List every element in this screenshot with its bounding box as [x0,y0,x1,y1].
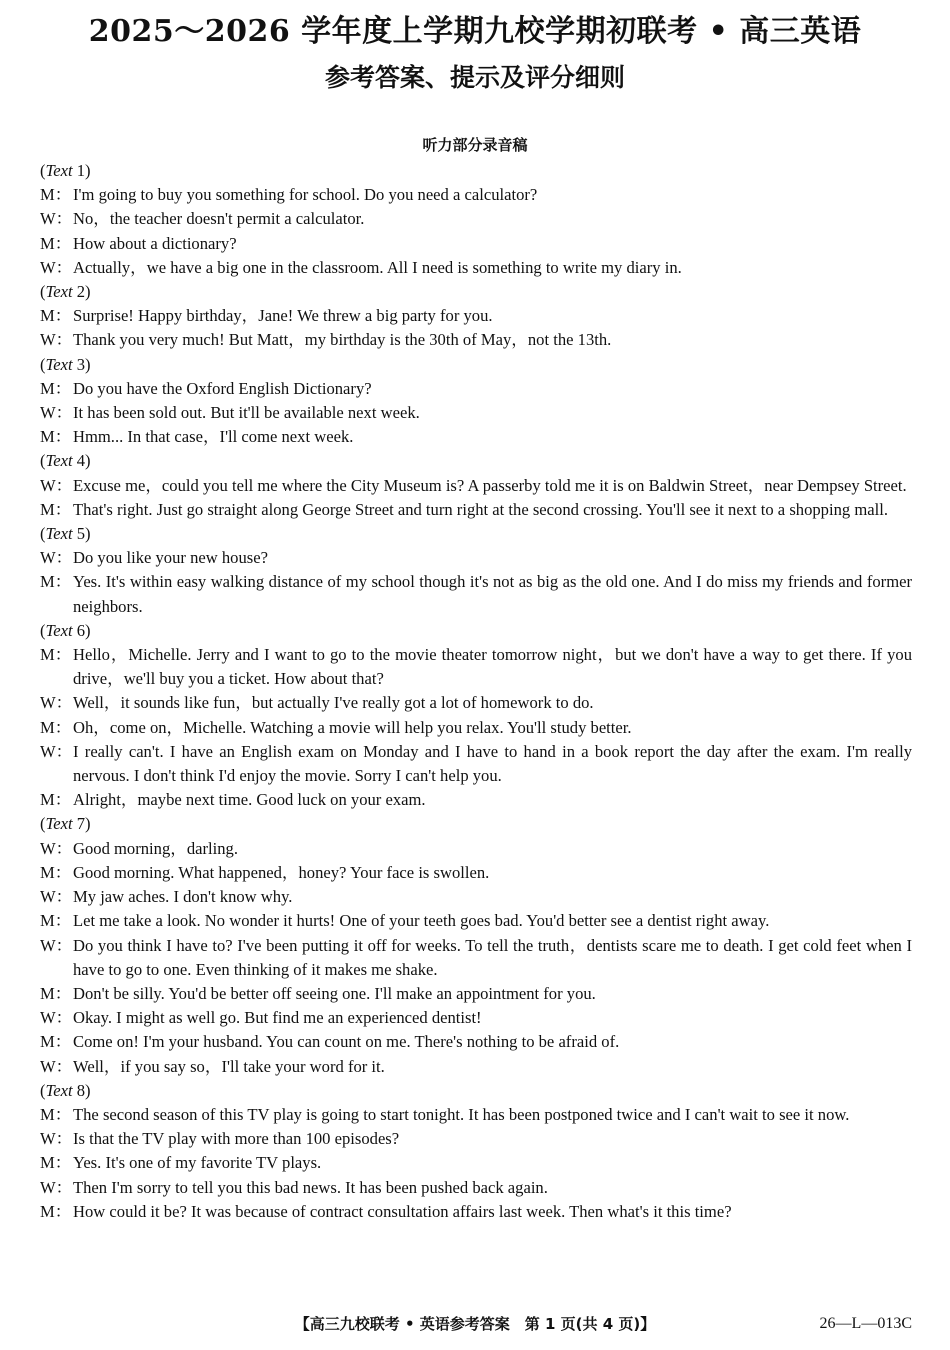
page-subtitle: 参考答案、提示及评分细则 [324,63,625,92]
dialogue-text: Come on! I'm your husband. You can count on me. There's nothing to be afraid of. [73,1032,620,1052]
text-label-number: 7) [76,814,91,834]
dialogue-line [40,885,912,909]
dialogue-line [40,1030,912,1054]
dialogue-line [40,837,912,861]
speaker-label: M： [40,1104,72,1124]
speaker-label: W： [40,257,73,277]
dialogue-text: I really can't. I have an English exam on Monday and I have to hand in a book report the day after the exam. I'm really nervous. I don't think I'd enjoy the movie. Sorry I can't help you. [73,741,912,786]
speaker-label: W： [40,1056,73,1076]
speaker-label: M： [40,1153,72,1173]
speaker-label: W： [40,887,73,907]
text-label-number: 3) [76,354,91,374]
dialogue-text: How about a dictionary? [73,233,237,253]
speaker-label: M： [40,645,72,665]
speaker-label: M： [40,1201,72,1221]
dialogue-text: Don't be silly. You'd be better off seeing one. I'll make an appointment for you. [73,983,596,1003]
speaker-label: W： [40,693,73,713]
dialogue-line [40,183,912,207]
page-title: 2025～2026 学年度上学期九校学期初联考 • 高三英语 [88,14,862,49]
dialogue-line [40,328,912,352]
dialogue-line [40,425,912,449]
dialogue-line [40,256,912,280]
speaker-label: M： [40,378,72,398]
speaker-label: W： [40,330,73,350]
speaker-label: W： [40,403,73,423]
dialogue-text: It has been sold out. But it'll be available next week. [73,403,420,423]
footer-page-info: 【高三九校联考 • 英语参考答案 第 1 页(共 4 页)】 [294,1315,656,1333]
text-label: (Text 1) [40,161,91,180]
dialogue-text: How could it be? It was because of contract consultation affairs last week. Then what's it this time? [73,1201,732,1221]
dialogue-text: Okay. I might as well go. But find me an experienced dentist! [73,1008,482,1028]
speaker-label: W： [40,935,73,955]
dialogue-text: Yes. It's one of my favorite TV plays. [73,1153,322,1173]
dialogue-text: Do you think I have to? I've been putting it off for weeks. To tell the truth，dentists scare me to death. I get cold feet when I have to go to one. Even thinking of it makes me shake. [73,935,912,979]
speaker-label: M： [40,185,72,205]
dialogue-line [40,788,912,812]
dialogue-text: Yes. It's within easy walking distance of my school though it's not as big as the old one. And I do miss my friends and former neighbors. [73,572,912,616]
text-label-number: 4) [76,451,91,471]
speaker-label: W： [40,548,73,568]
listening-transcript [40,159,912,1224]
dialogue-text: Good morning，darling. [73,838,238,858]
dialogue-line [40,401,912,425]
text-label-number: 8) [76,1080,91,1100]
speaker-label: M： [40,233,72,253]
text-label-word: Text [45,1080,73,1100]
dialogue-text: Actually，we have a big one in the classroom. All I need is something to write my diary in. [73,257,682,277]
text-label-word: Text [45,354,73,374]
speaker-label: W： [40,1008,73,1028]
text-label-word: Text [45,161,73,180]
dialogue-text: Well，if you say so，I'll take your word for it. [73,1056,385,1076]
text-label-number: 6) [76,620,91,640]
dialogue-line [40,570,912,618]
dialogue-line [40,546,912,570]
text-label-word: Text [45,620,73,640]
dialogue-text: Do you have the Oxford English Dictionary? [73,378,372,398]
dialogue-text: I'm going to buy you something for school. Do you need a calculator? [73,185,538,205]
speaker-label: W： [40,1129,73,1149]
speaker-label: M： [40,427,72,447]
speaker-label: M： [40,499,72,519]
dialogue-text: No，the teacher doesn't permit a calculator. [73,209,365,229]
text-label: (Text 2) [40,282,91,302]
dialogue-line [40,1006,912,1030]
dialogue-line [40,1103,912,1127]
dialogue-text: My jaw aches. I don't know why. [73,887,293,907]
text-label-word: Text [45,814,73,834]
dialogue-text: That's right. Just go straight along George Street and turn right at the second crossing. You'll see it next to a shopping mall. [73,499,888,519]
text-label: (Text 6) [40,620,91,640]
section-title: 听力部分录音稿 [422,136,528,154]
speaker-label: M： [40,1032,72,1052]
dialogue-line [40,304,912,328]
text-label-number: 5) [76,524,91,544]
dialogue-text: Alright，maybe next time. Good luck on your exam. [73,790,426,810]
dialogue-text: Good morning. What happened，honey? Your face is swollen. [73,862,490,882]
speaker-label: M： [40,572,72,592]
speaker-label: W： [40,475,73,495]
speaker-label: W： [40,209,73,229]
dialogue-line [40,207,912,231]
dialogue-line [40,377,912,401]
speaker-label: W： [40,1177,73,1197]
speaker-label: M： [40,911,72,931]
speaker-label: M： [40,717,72,737]
text-label-word: Text [45,451,73,471]
dialogue-line [40,716,912,740]
dialogue-text: Do you like your new house? [73,548,268,568]
dialogue-text: Hello，Michelle. Jerry and I want to go to the movie theater tomorrow night，but we don't have a way to get there. If you drive，we'll buy you a ticket. How about that? [73,645,912,689]
dialogue-line [40,909,912,933]
dialogue-text: Oh，come on，Michelle. Watching a movie will help you relax. You'll study better. [73,717,632,737]
speaker-label: W： [40,741,73,761]
text-label: (Text 3) [40,354,91,374]
dialogue-line [40,1151,912,1175]
dialogue-line [40,691,912,715]
dialogue-text: The second season of this TV play is going to start tonight. It has been postponed twice and I can't wait to see it now. [73,1104,850,1124]
dialogue-line [40,474,912,498]
page-footer [0,1312,950,1336]
dialogue-line [40,643,912,691]
dialogue-line [40,232,912,256]
dialogue-line [40,982,912,1006]
dialogue-text: Is that the TV play with more than 100 episodes? [73,1129,400,1149]
speaker-label: M： [40,983,72,1003]
dialogue-text: Hmm... In that case，I'll come next week. [73,427,354,447]
dialogue-line [40,934,912,982]
speaker-label: M： [40,862,72,882]
dialogue-text: Excuse me，could you tell me where the City Museum is? A passerby told me it is on Baldwin Street，near Dempsey Street. [73,475,907,495]
dialogue-line [40,1127,912,1151]
speaker-label: W： [40,838,73,858]
dialogue-text: Surprise! Happy birthday，Jane! We threw a big party for you. [73,306,493,326]
dialogue-line [40,1055,912,1079]
dialogue-text: Then I'm sorry to tell you this bad news. It has been pushed back again. [73,1177,548,1197]
text-label: (Text 4) [40,451,91,471]
dialogue-text: Thank you very much! But Matt，my birthday is the 30th of May，not the 13th. [73,330,612,350]
text-label: (Text 7) [40,814,91,834]
dialogue-line [40,1200,912,1224]
dialogue-line [40,861,912,885]
dialogue-line [40,498,912,522]
dialogue-line [40,1176,912,1200]
text-label-word: Text [45,282,73,302]
text-label: (Text 8) [40,1080,91,1100]
footer-doc-code: 26—L—013C [819,1315,912,1332]
text-label-number: 2) [76,282,91,302]
dialogue-text: Let me take a look. No wonder it hurts! One of your teeth goes bad. You'd better see a dentist right away. [73,911,770,931]
speaker-label: M： [40,790,72,810]
dialogue-text: Well，it sounds like fun，but actually I've really got a lot of homework to do. [73,693,594,713]
speaker-label: M： [40,306,72,326]
dialogue-line [40,740,912,788]
text-label-number: 1) [76,161,91,180]
text-label: (Text 5) [40,524,91,544]
text-label-word: Text [45,524,73,544]
